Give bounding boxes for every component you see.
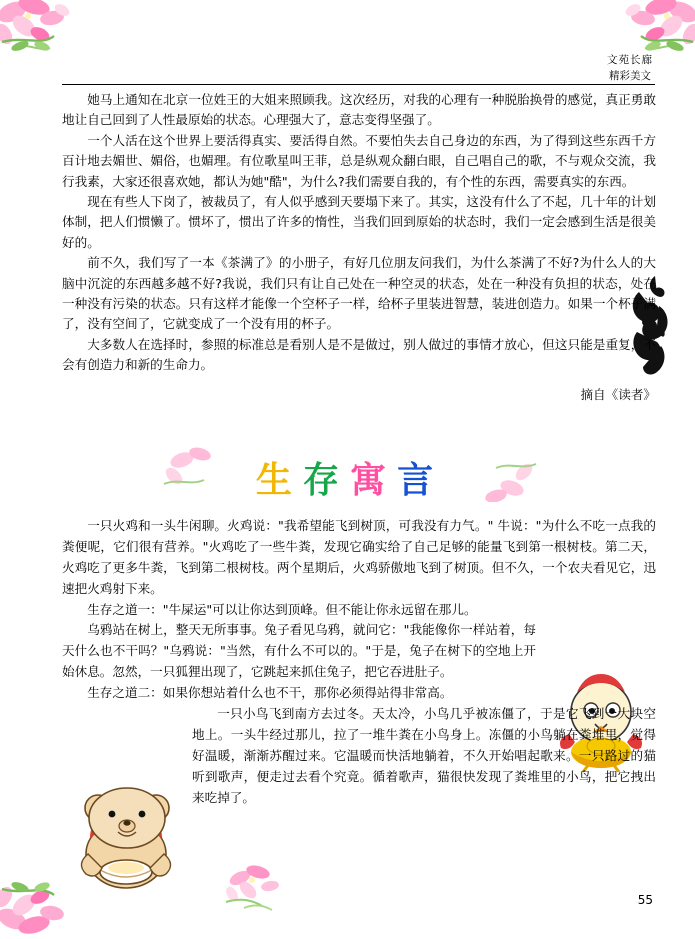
flower-decoration-bottom-middle [214, 860, 294, 924]
paragraph: 她马上通知在北京一位姓王的大姐来照顾我。这次经历，对我的心理有一种脱胎换骨的感觉，真正勇敢地让自己回到了人性最原始的状态。心理强大了，意志变得坚强了。 [62, 92, 656, 128]
title-char: 生 [255, 459, 298, 501]
header-section-title: 文苑长廊 [607, 54, 653, 66]
article-source: 摘自《读者》 [580, 387, 656, 403]
header-subsection-title: 精彩美文 [609, 70, 651, 83]
article-one-body [62, 90, 656, 406]
paragraph: 一只火鸡和一头牛闲聊。火鸡说："我希望能飞到树顶，可我没有力气。" 牛说："为什么不吃一点我的粪便呢，它们很有营养。"火鸡吃了一些牛粪，发现它确实给了自己足够的能量飞到第一根树枝。第二天，火鸡吃了更多牛粪，飞到第二根树枝。两个星期后，火鸡骄傲地飞到了树顶。但不久，一个农夫看见它，迅速把火鸡射下来。 [62, 518, 656, 596]
title-char: 寓 [350, 459, 393, 501]
paragraph: 乌鸦站在树上，整天无所事事。兔子看见乌鸦，就问它："我能像你一样站着，每天什么也不干吗？"乌鸦说："当然，有什么不可以的。"于是，兔子在树下的空地上开始休息。忽然，一只狐狸出现了，它跳起来抓住兔子，把它吞进肚子。 [62, 622, 536, 680]
paragraph: 一只小鸟飞到南方去过冬。天太冷，小鸟几乎被冻僵了，于是它飞到一大块空地上。一头牛经过那儿，拉了一堆牛粪在小鸟身上。冻僵的小鸟躺在粪堆里，觉得好温暖，渐渐苏醒过来。它温暖而快活地躺着，不久开始唱起歌来。一只路过的猫听到歌声，便走过去看个究竟。循着歌声，猫很快发现了粪堆里的小鸟，把它拽出来吃掉了。 [192, 706, 656, 805]
paragraph: 现在有些人下岗了，被裁员了，有人似乎感到天要塌下来了。其实，这没有什么了不起，几十年的计划体制，把人们惯懒了。惯坏了，惯出了许多的惰性，当我们回到原始的状态时，我们一定会感到生活是很美好的。 [62, 193, 656, 250]
paragraph: 大多数人在选择时，参照的标准总是看别人是不是做过，别人做过的事情才放心，但这只能是重复，不会有创造力和新的生命力。 [62, 336, 656, 373]
article-two-body [62, 516, 656, 808]
page-title [0, 452, 695, 500]
bear-illustration [66, 782, 192, 894]
title-char: 言 [397, 459, 440, 501]
title-char: 存 [302, 459, 345, 501]
paragraph: 生存之道一："牛屎运"可以让你达到顶峰。但不能让你永远留在那儿。 [87, 601, 477, 617]
page-number: 55 [637, 893, 653, 907]
paragraph: 前不久，我们写了一本《茶满了》的小册子，有好几位朋友问我们，为什么茶满了不好?为什么人的大脑中沉淀的东西越多越不好?我说，我们只有让自己处在一种空灵的状态，处在一种没有负担的状态，处在一种没有污染的状态。只有这样才能像一个空杯子一样，给杯子里装进智慧，装进创造力。如果一个杯子满了，没有空间了，它就变成了一个没有用的杯子。 [62, 255, 656, 332]
paragraph: 生存之道二：如果你想站着什么也不干，那你必须得站得非常高。 [87, 685, 453, 701]
page-header [607, 52, 653, 85]
paragraph: 一个人活在这个世界上要活得真实、要活得自然。不要怕失去自己身边的东西，为了得到这些东西千方百计地去媚世、媚俗，也媚理。有位歌星叫王菲，总是纵观众翻白眼，自己唱自己的歌，不与观众交流，我行我素，大家还很喜欢她，都认为她"酷"，为什么?我们需要自我的，有个性的东西，需要真实的东西。 [62, 132, 656, 189]
header-divider [62, 84, 655, 85]
